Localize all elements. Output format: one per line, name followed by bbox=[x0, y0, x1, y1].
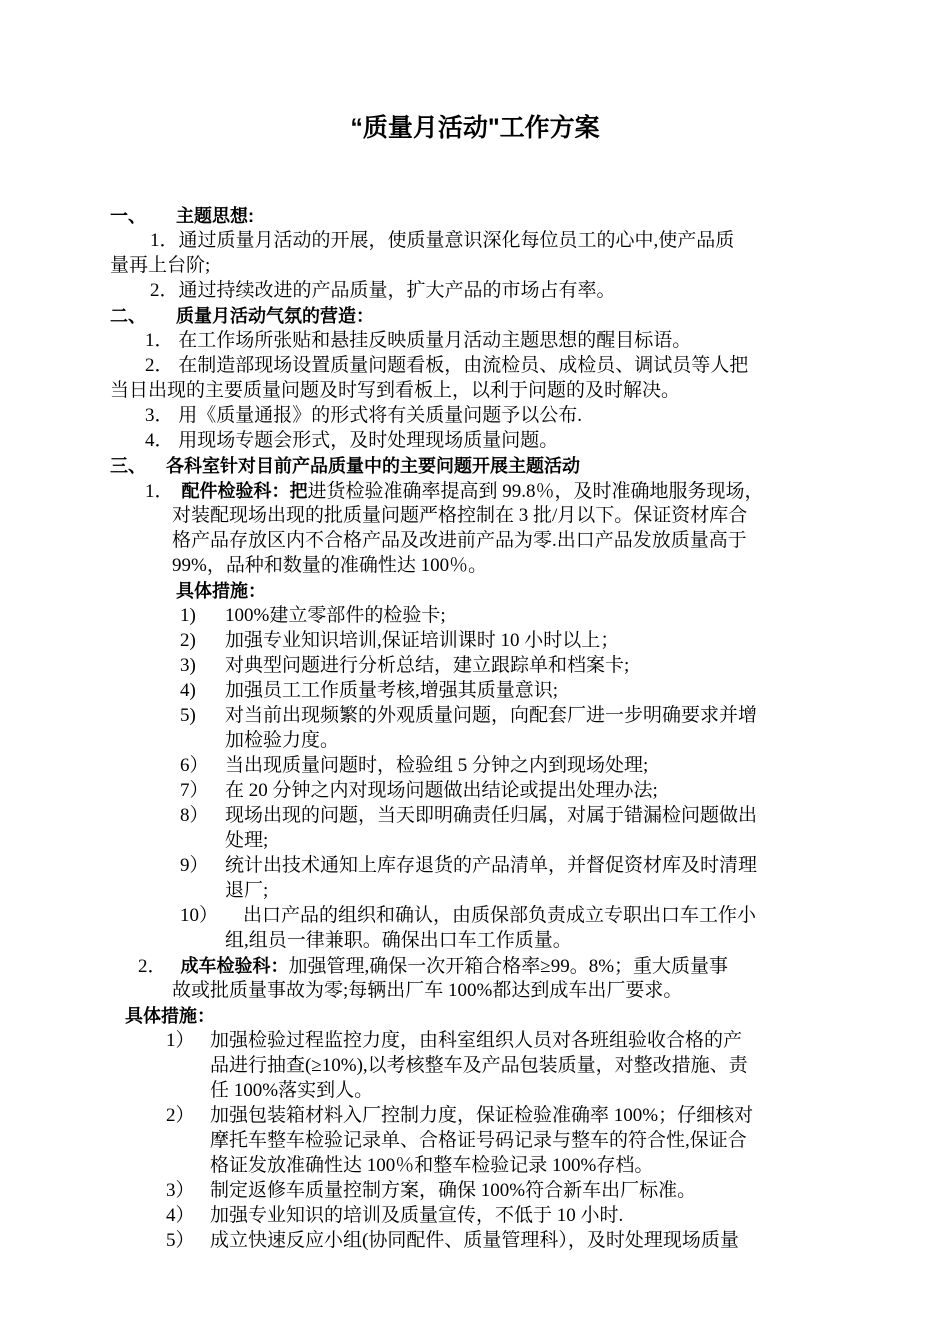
section-3-number: 三、 bbox=[110, 456, 146, 476]
section-2-item-2-cont: 当日出现的主要质量问题及时写到看板上，以利于问题的及时解决。 bbox=[110, 380, 681, 401]
dept-2-measure-text-cont: 任 100%落实到人。 bbox=[210, 1080, 374, 1101]
dept-1-lead: 把 bbox=[289, 481, 308, 501]
dept-1-measure-number: 10） bbox=[180, 905, 219, 926]
dept-2-measure-text: 加强检验过程监控力度，由科室组织人员对各班组验收合格的产 bbox=[210, 1030, 743, 1051]
dept-1-measure-text: 加强专业知识培训,保证培训课时 10 小时以上； bbox=[225, 630, 620, 651]
dept-2-measure-text: 成立快速反应小组(协同配件、质量管理科），及时处理现场质量 bbox=[210, 1230, 739, 1251]
dept-1-line-1: 进货检验准确率提高到 99.8％，及时准确地服务现场， bbox=[307, 481, 764, 502]
section-2-number: 二、 bbox=[110, 306, 146, 326]
dept-2-line-2: 故或批质量事故为零;每辆出厂车 100%都达到成车出厂要求。 bbox=[172, 980, 683, 1001]
dept-1-measure-number: 3) bbox=[180, 655, 196, 676]
dept-2-measure-number: 3） bbox=[166, 1180, 195, 1201]
dept-1-measure-number: 1) bbox=[180, 605, 196, 626]
section-1-para-2: 2．通过持续改进的产品质量，扩大产品的市场占有率。 bbox=[150, 280, 616, 301]
dept-2-measure-text-cont: 摩托车整车检验记录单、合格证号码记录与整车的符合性,保证合 bbox=[210, 1130, 747, 1151]
section-2-heading: 质量月活动气氛的营造： bbox=[176, 306, 374, 326]
section-2-item-2: 2． 在制造部现场设置质量问题看板，由流检员、成检员、调试员等人把 bbox=[145, 355, 749, 376]
dept-2-measure-number: 5） bbox=[166, 1230, 195, 1251]
dept-1-measure-number: 5) bbox=[180, 705, 196, 726]
dept-1-measure-number: 7） bbox=[180, 780, 209, 801]
dept-1-number: 1． bbox=[145, 481, 174, 502]
dept-2-name: 成车检验科： bbox=[180, 956, 289, 976]
dept-1-measure-text: 对典型问题进行分析总结，建立跟踪单和档案卡; bbox=[225, 655, 630, 676]
dept-1-measure-number: 9） bbox=[180, 855, 209, 876]
dept-1-measure-text: 出口产品的组织和确认，由质保部负责成立专职出口车工作小 bbox=[243, 905, 757, 926]
section-1-number: 一、 bbox=[110, 206, 146, 226]
dept-1-measure-text: 现场出现的问题，当天即明确责任归属，对属于错漏检问题做出 bbox=[225, 805, 758, 826]
dept-1-name: 配件检验科： bbox=[181, 481, 290, 501]
dept-1-measure-text-cont: 处理; bbox=[225, 830, 269, 851]
dept-2-measure-text: 加强专业知识的培训及质量宣传，不低于 10 小时. bbox=[210, 1205, 624, 1226]
dept-1-measure-text: 统计出技术通知上库存退货的产品清单，并督促资材库及时清理 bbox=[225, 855, 758, 876]
section-1-para-1: 1．通过质量月活动的开展，使质量意识深化每位员工的心中,使产品质 bbox=[150, 230, 735, 251]
dept-1-measure-number: 2) bbox=[180, 630, 196, 651]
section-3-heading: 各科室针对目前产品质量中的主要问题开展主题活动 bbox=[166, 456, 580, 476]
document-title: “质量月活动"工作方案 bbox=[350, 114, 600, 142]
dept-1-measure-text: 100%建立零部件的检验卡; bbox=[225, 605, 446, 626]
dept-1-measure-number: 6） bbox=[180, 755, 209, 776]
dept-1-line-4: 99%，品种和数量的准确性达 100％。 bbox=[172, 555, 488, 576]
section-2-item-3: 3． 用《质量通报》的形式将有关质量问题予以公布. bbox=[145, 405, 583, 426]
dept-2-measure-number: 2） bbox=[166, 1105, 195, 1126]
dept-1-measures-title: 具体措施： bbox=[176, 581, 266, 601]
dept-1-line-3: 格产品存放区内不合格产品及改进前产品为零.出口产品发放质量高于 bbox=[172, 530, 747, 551]
dept-1-measure-number: 8） bbox=[180, 805, 209, 826]
dept-1-measure-text-cont: 加检验力度。 bbox=[225, 730, 340, 751]
dept-1-measure-number: 4) bbox=[180, 680, 196, 701]
dept-1-measure-text: 当出现质量问题时，检验组 5 分钟之内到现场处理; bbox=[225, 755, 649, 776]
dept-2-measure-text: 加强包装箱材料入厂控制力度，保证检验准确率 100%；仔细核对 bbox=[210, 1105, 754, 1126]
dept-2-measure-text-cont: 品进行抽查(≥10%),以考核整车及产品包装质量，对整改措施、责 bbox=[210, 1055, 748, 1076]
dept-1-measure-text: 对当前出现频繁的外观质量问题，向配套厂进一步明确要求并增 bbox=[225, 705, 758, 726]
dept-2-paragraph bbox=[138, 954, 728, 979]
dept-2-measure-number: 4） bbox=[166, 1205, 195, 1226]
dept-1-measure-text: 加强员工工作质量考核,增强其质量意识; bbox=[225, 680, 559, 701]
dept-2-measure-number: 1） bbox=[166, 1030, 195, 1051]
dept-1-measure-text-cont: 退厂; bbox=[225, 880, 269, 901]
dept-2-line-1: 加强管理,确保一次开箱合格率≥99。8%；重大质量事 bbox=[288, 956, 729, 977]
section-2-item-1: 1． 在工作场所张贴和悬挂反映质量月活动主题思想的醒目标语。 bbox=[145, 330, 692, 351]
dept-1-paragraph bbox=[145, 479, 764, 504]
section-1-para-1-cont: 量再上台阶; bbox=[110, 255, 211, 276]
dept-2-measure-text: 制定返修车质量控制方案，确保 100%符合新车出厂标准。 bbox=[210, 1180, 697, 1201]
section-2-item-4: 4． 用现场专题会形式，及时处理现场质量问题。 bbox=[145, 430, 559, 451]
section-1-heading: 主题思想: bbox=[176, 206, 254, 226]
dept-1-line-2: 对装配现场出现的批质量问题严格控制在 3 批/月以下。保证资材库合 bbox=[172, 505, 748, 526]
dept-2-number: 2． bbox=[138, 956, 167, 977]
dept-2-measures-title: 具体措施： bbox=[125, 1006, 215, 1026]
dept-2-measure-text-cont: 格证发放准确性达 100％和整车检验记录 100%存档。 bbox=[210, 1155, 654, 1176]
dept-1-measure-text: 在 20 分钟之内对现场问题做出结论或提出处理办法; bbox=[225, 780, 658, 801]
dept-1-measure-text-cont: 组,组员一律兼职。确保出口车工作质量。 bbox=[225, 930, 572, 951]
